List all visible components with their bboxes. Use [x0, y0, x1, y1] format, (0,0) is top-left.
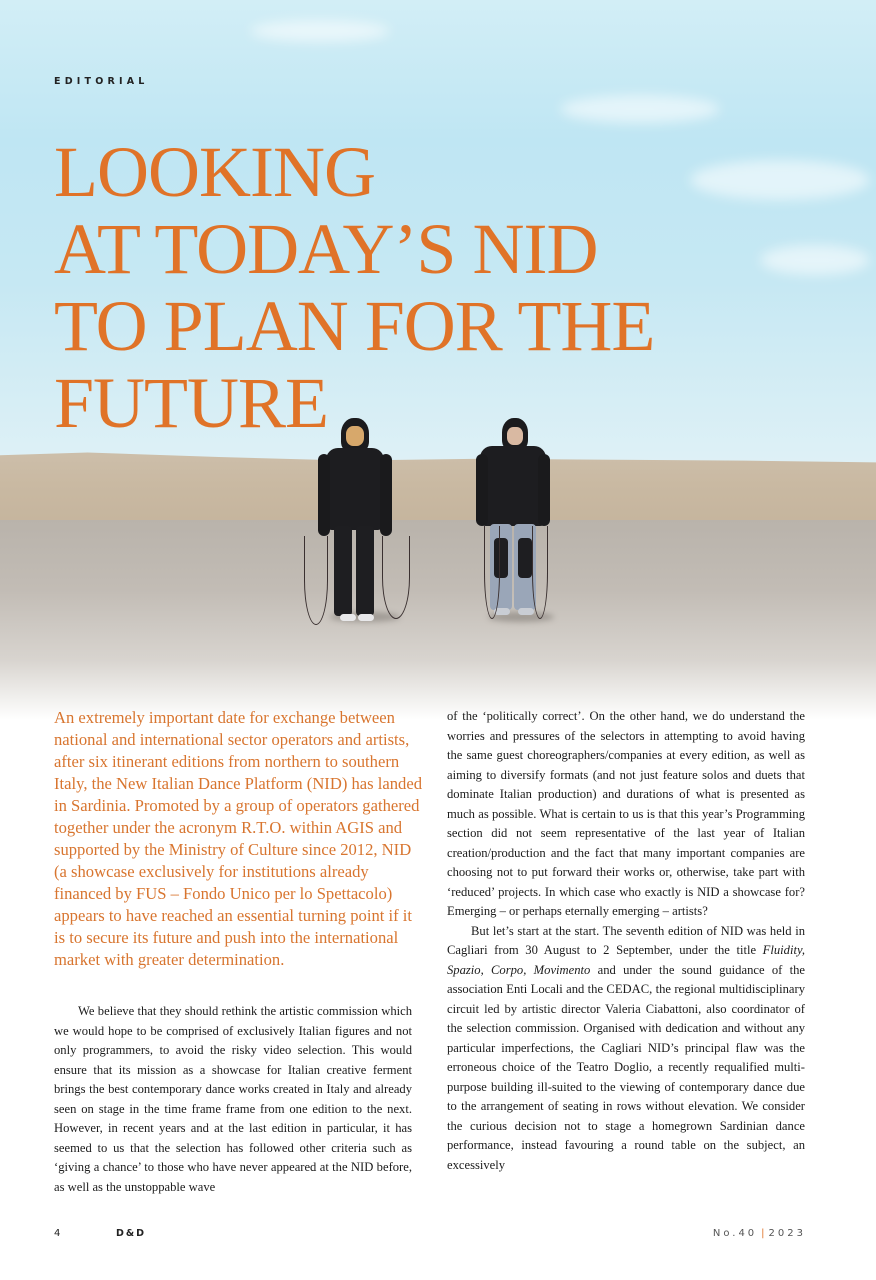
section-label: EDITORIAL	[54, 76, 149, 87]
footer-separator: |	[761, 1228, 765, 1239]
magazine-brand: D&D	[116, 1228, 147, 1239]
issue-info	[713, 1228, 806, 1239]
event-title: Fluidity, Spazio, Corpo, Movimento	[447, 943, 805, 977]
body-text: But let’s start at the start. The seventh edition of NID was held in Cagliari from 30 August to 2 September, under the title	[447, 923, 805, 957]
page-footer	[0, 1228, 876, 1248]
beach	[0, 520, 876, 720]
cloud	[560, 95, 720, 123]
issue-year: 2023	[768, 1228, 806, 1239]
body-text: and under the sound guidance of the association Enti Locali and the CEDAC, the regional multidisciplinary circuit led by artistic director Valeria Ciabattoni, also coordinator of the selection commission. Organised with dedication and without any particular imperfections, the Cagliari NID’s principal flaw was the erroneous choice of the Teatro Doglio, a recently requalified multi-purpose building ill-suited to the viewing of contemporary dance due to the arrangement of seating in rows without elevation. We consider the curious decision not to stage a homegrown Sardinian dance performance, instead favouring a round table on the subject, an excessively	[447, 962, 805, 1172]
body-column-right	[447, 707, 805, 1175]
title-line: LOOKING	[54, 132, 375, 212]
title-line: AT TODAY’S NID	[54, 209, 598, 289]
issue-number: No.40	[712, 1228, 758, 1239]
title-line: TO PLAN FOR THE	[54, 286, 655, 366]
dancer-left	[312, 418, 412, 628]
page-number: 4	[54, 1228, 61, 1239]
dancer-right	[476, 418, 566, 628]
body-paragraph	[447, 922, 805, 1176]
cloud	[760, 245, 870, 275]
body-paragraph: of the ‘politically correct’. On the other hand, we do understand the worries and pressures of the selectors in attempting to avoid having the same guest choreographers/companies at every edition, as well as aiming to diversify formats (and not just feature solos and duets that dominate Italian production) and durations of what is presented as much as possible. What is certain to us is that this year’s Programming section did not seem representative of the last year of Italian creation/production and the fact that many important companies are choosing not to put forward their works or, otherwise, take part with ‘reduced’ projects. In which case who exactly is NID a showcase for? Emerging – or perhaps eternally emerging – artists?	[447, 709, 805, 918]
cloud	[250, 20, 390, 42]
lead-paragraph: An extremely important date for exchange between national and international sector operators and artists, after six itinerant editions from northern to southern Italy, the New Italian Dance Platform (NID) has landed in Sardinia. Promoted by a group of operators gathered together under the acronym R.T.O. within AGIS and supported by the Ministry of Culture since 2012, NID (a showcase exclusively for institutions already financed by FUS – Fondo Unico per lo Spettacolo) appears to have reached an essential turning point if it is to secure its future and push into the international market with greater determination.	[54, 708, 422, 969]
body-paragraph-left: We believe that they should rethink the artistic commission which we would hope to be comprised of exclusively Italian figures and not only programmers, to avoid the risky video selection. This would ensure that its mission as a showcase for Italian creative ferment brings the best contemporary dance works created in Italy and already seen on stage in the time frame frame from one edition to the next. However, in recent years and at the last edition in particular, it has seemed to us that the selection has followed other criteria such as ‘giving a chance’ to those who have never appeared at the NID before, as well as the unstoppable wave	[54, 1004, 412, 1194]
title-line: FUTURE	[54, 363, 329, 443]
article-title	[54, 134, 774, 442]
